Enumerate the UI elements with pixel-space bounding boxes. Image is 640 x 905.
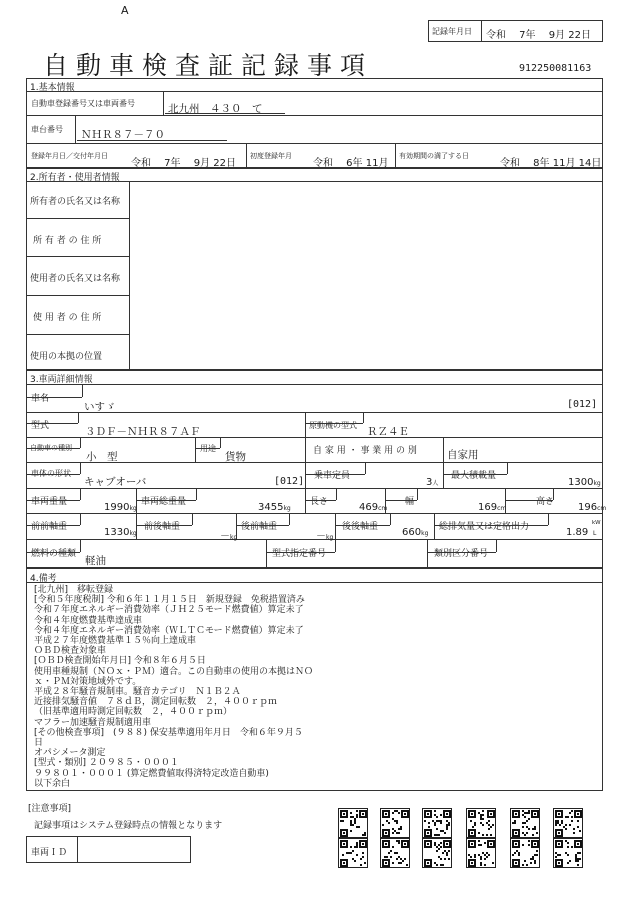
remark-line: 平成２７年度燃費基準１５％向上達成車 [34,636,197,647]
remark-line: ｘ・ＰＭ対策地域外です。 [34,676,142,687]
remark-line: [北九州] 移転登録 [34,585,114,595]
vehicle-kind-value: 小 型 [86,451,118,463]
remark-line: 以下余白 [34,778,71,789]
notice-heading: [注意事項] [28,804,72,814]
section-basic-heading: 1.基本情報 [30,83,75,93]
user-name-label: 使用者の氏名又は名称 [30,274,121,284]
qr-code [422,808,452,838]
front-front-axle-label: 前前軸重 [31,522,68,532]
length-label: 長さ [310,497,329,507]
vehicle-weight-unit: kg [129,505,137,512]
remark-line: 令和７年度エネルギー消費効率（ＪＨ２５モード燃費値）算定未了 [34,605,304,616]
height-label: 高さ [536,497,555,507]
remark-line: 使用車種規制（ＮＯｘ・ＰＭ）適合。この自動車の使用の本拠はＮＯ [34,666,314,677]
length-unit: cm [378,505,388,512]
form-mark: A [121,4,129,17]
remark-line: 日 [34,738,44,749]
vehicle-weight-value: 1990 [104,502,130,513]
gross-weight-value: 3455 [258,502,284,513]
vehicle-id-label: 車両ＩＤ [31,848,68,858]
displacement-unit-l: L [593,530,597,537]
record-date-label: 記録年月日 [432,27,472,36]
front-front-axle-value: 1330 [104,527,130,538]
rear-rear-axle-label: 後後軸重 [342,522,379,532]
notice-text: 記録事項はシステム登録時点の情報となります [34,821,223,831]
remark-line: [その他検査事項] (９８８) 保安基準適用年月日 令和６年９月５ [34,727,303,738]
business-use-label: 自 家 用 ・ 事 業 用 の 別 [313,446,417,456]
remark-line: [ＯＢＤ検査開始年月日] 令和８年６月５日 [34,656,206,667]
chassis-number-label: 車台番号 [31,125,63,134]
remark-line: 令和４年度燃費基準達成車 [34,615,143,626]
engine-type-label: 原動機の型式 [309,421,357,430]
rear-front-axle-value: － [316,531,326,542]
rear-rear-axle-value: 660 [402,527,422,538]
remark-line: （旧基準適用時測定回転数 ２，４００ｒｐｍ） [34,707,233,718]
maker-code: [012] [567,399,598,410]
document-title: 自動車検査証記録事項 [43,51,374,80]
height-unit: cm [597,505,607,512]
height-value: 196 [578,502,598,513]
fuel-type-label: 燃料の種類 [31,549,77,559]
front-front-axle-unit: kg [129,530,137,537]
section-owner-heading: 2.所有者・使用者情報 [30,173,120,183]
max-load-unit: kg [593,480,601,487]
vehicle-weight-label: 車両重量 [31,497,68,507]
user-address-label: 使 用 者 の 住 所 [33,313,102,323]
registration-number-value: 北九州 ４３０ て [168,103,263,115]
remark-line: [令和５年度税制] 令和６年１１月１５日 新規登録 免税措置済み [34,595,305,606]
expiry-date-label: 有効期間の満了する日 [399,152,469,160]
max-load-value: 1300 [568,477,594,488]
qr-code [338,808,368,838]
qr-code [338,838,368,868]
gross-weight-label: 車両総重量 [141,497,187,507]
qr-code [380,808,410,838]
remark-line: 近接排気騒音値 ７８ｄＢ，測定回転数 ２，４００ｒｐｍ [34,697,278,708]
rear-rear-axle-unit: kg [421,530,429,537]
qr-code [510,808,540,838]
issue-date-label: 登録年月日／交付年月日 [31,152,108,160]
qr-code [422,838,452,868]
max-load-label: 最大積載量 [451,471,497,481]
gross-weight-unit: kg [283,505,291,512]
width-label: 幅 [405,497,415,507]
remark-line: ＯＢＤ検査対象車 [34,646,107,657]
displacement-unit-kw: kW [592,520,601,526]
qr-code [466,808,496,838]
front-rear-axle-value: － [220,531,230,542]
qr-code [380,838,410,868]
body-shape-code: [012] [274,476,305,487]
record-date-value: 令和 7年 9月 22日 [486,30,591,41]
chassis-number-value: ＮＨＲ８７－７０ [81,129,165,141]
expiry-date-value: 令和 8年 11月 14日 [500,158,602,169]
section-remarks-heading: 4.備考 [30,574,57,584]
usage-label: 用途 [200,444,216,453]
rear-front-axle-unit: kg [326,534,334,541]
vehicle-kind-label: 自動車の種別 [30,444,72,452]
qr-code [466,838,496,868]
model-value: ３ＤＦ－ＮＨＲ８７ＡＦ [85,426,201,438]
remark-line: 令和４年度エネルギー消費効率（ＷＬＴＣモード燃費値）算定未了 [34,625,304,636]
length-value: 469 [359,502,379,513]
owner-name-label: 所有者の氏名又は名称 [30,197,121,207]
width-unit: cm [497,505,507,512]
displacement-label: 総排気量又は定格出力 [439,522,530,532]
body-shape-label: 車体の形状 [31,469,71,478]
registration-number-label: 自動車登録番号又は車両番号 [31,99,135,108]
capacity-label: 乗車定員 [314,471,351,481]
first-registration-value: 令和 6年 11月 [313,158,389,169]
category-number-label: 類別区分番号 [434,549,489,559]
remark-line: オパシメータ測定 [34,748,106,759]
rear-front-axle-label: 後前軸重 [241,522,278,532]
business-use-value: 自家用 [447,449,479,461]
usage-value: 貨物 [225,451,246,463]
first-registration-label: 初度登録年月 [250,152,292,160]
fuel-type-value: 軽油 [85,555,106,567]
qr-code [510,838,540,868]
maker-label: 車名 [31,394,50,404]
maker-value: いすゞ [84,401,116,413]
remark-line: [型式・類別] ２０９８５・０００１ [34,758,179,769]
qr-code [553,838,583,868]
capacity-value: 3 [426,477,433,488]
body-shape-value: キャブオーバ [84,476,147,488]
type-designation-label: 型式指定番号 [272,549,327,559]
front-rear-axle-label: 前後軸重 [144,522,181,532]
remark-line: 平成２８年騒音規制車。騒音カテゴリ Ｎ１Ｂ２Ａ [34,687,241,698]
width-value: 169 [478,502,498,513]
model-label: 型式 [31,421,50,431]
base-location-label: 使用の本拠の位置 [30,352,103,362]
remark-line: ９９８０１・０００１ (算定燃費値取得済特定改造自動車) [34,768,269,779]
capacity-unit: 人 [432,480,439,487]
document-number: 912250081163 [519,63,592,74]
engine-type-value: ＲＺ４Ｅ [367,426,409,438]
displacement-value: 1.89 [566,527,589,538]
remark-line: マフラー加速騒音規制適用車 [34,717,152,728]
qr-code [553,808,583,838]
section-vehicle-heading: 3.車両詳細情報 [30,375,93,385]
front-rear-axle-unit: kg [230,534,238,541]
remarks-list [34,585,313,789]
owner-address-label: 所 有 者 の 住 所 [33,236,102,246]
issue-date-value: 令和 7年 9月 22日 [131,158,236,169]
